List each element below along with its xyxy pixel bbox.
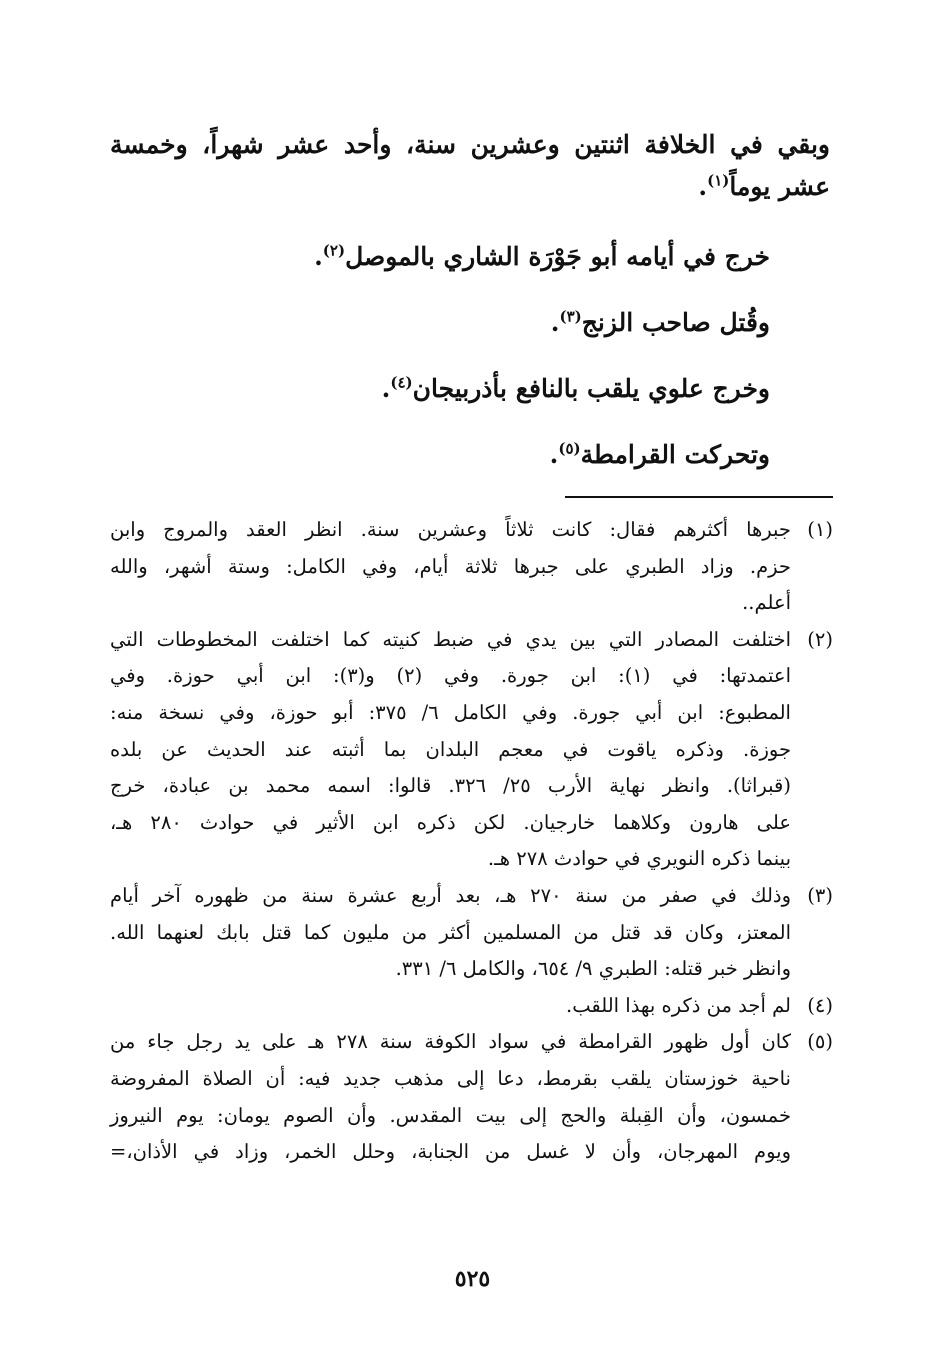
footnotes [110,512,833,1171]
main-item-1-text: خرج في أيامه أبو جَوْرَة الشاري بالموصل [345,242,770,271]
footnote-line: اعتمدتها: في (١): ابن جورة. وفي (٢) و(٣): ابن أبي حوزة. وفي [110,664,791,688]
main-item-3-text: وخرج علوي يلقب بالنافع بأذربيجان [412,374,770,403]
main-text-line-2-end: . [698,172,708,201]
footnote-ref-1: (١) [707,171,730,190]
main-item-1-end: . [314,242,323,271]
page-number: ٥٢٥ [454,1266,491,1292]
main-item-2 [551,308,770,337]
footnote-line: وانظر خبر قتله: الطبري ٩/ ٦٥٤، والكامل ٦/ ٣٣١. [395,957,791,981]
footnote-3 [110,878,833,988]
main-item-3 [382,374,770,403]
main-text-line-2-text: عشر يوماً [729,172,830,201]
footnote-line: حزم. وزاد الطبري على جبرها ثلاثة أيام، وفي الكامل: وستة أشهر، والله [110,554,791,578]
footnote-line: أعلم.. [742,591,791,615]
main-item-4-end: . [549,440,559,469]
footnote-ref-2: (٢) [322,241,346,260]
footnote-line: اختلفت المصادر التي بين يدي في ضبط كنيته كما اختلفت المخطوطات التي [110,627,791,651]
footnote-number: (٥) [807,1030,833,1054]
footnote-4 [110,988,833,1025]
footnote-line: كان أول ظهور القرامطة في سواد الكوفة سنة ٢٧٨ هـ على يد رجل جاء من [110,1030,791,1054]
main-item-4-text: وتحركت القرامطة [580,440,770,469]
footnote-line: خمسون، وأن القِبلة والحج إلى بيت المقدس. وأن الصوم يومان: يوم النيروز [110,1103,791,1127]
footnote-number: (٤) [807,993,833,1017]
footnote-number: (٢) [807,627,833,651]
footnote-1 [110,512,833,622]
footnote-line: بينما ذكره النويري في حوادث ٢٧٨ هـ. [487,847,791,871]
main-item-2-end: . [550,308,560,337]
footnote-line: جوزة. وذكره ياقوت في معجم البلدان بما أثبته عند الحديث عن بلده [110,737,791,761]
footnote-ref-5: (٥) [558,439,581,458]
main-item-1 [314,242,770,271]
footnote-line: وذلك في صفر من سنة ٢٧٠ هـ، بعد أربع عشرة سنة من ظهوره آخر أيام [110,883,791,907]
footnote-5 [110,1024,833,1170]
footnote-line: المطبوع: ابن أبي جورة. وفي الكامل ٦/ ٣٧٥: أبو حوزة، وفي نسخة منه: [110,700,791,724]
footnote-ref-3: (٣) [559,307,582,326]
footnote-line: المعتز، وكان قد قتل من المسلمين أكثر من مليون كما قتل بابك لعنهما الله. [110,920,791,944]
footnote-number: (٣) [807,883,833,907]
footnote-line: (قبراثا). وانظر نهاية الأرب ٢٥/ ٣٢٦. قالوا: اسمه محمد بن عبادة، خرج [110,774,791,798]
footnote-line: جبرها أكثرهم فقال: كانت ثلاثاً وعشرين سنة. انظر العقد والمروج وابن [110,518,791,541]
footnote-2 [110,622,833,878]
footnote-line: ويوم المهرجان، وأن لا غسل من الجنابة، وحلل الخمر، وزاد في الأذان،= [110,1140,791,1164]
footnote-line: ناحية خوزستان يلقب بقرمط، دعا إلى مذهب جديد فيه: أن الصلاة المفروضة [110,1066,791,1090]
footnote-line: على هارون وكلاهما خارجيان. لكن ذكره ابن الأثير في حوادث ٢٨٠ هـ، [110,810,791,834]
footnote-separator [565,496,833,498]
main-item-2-text: وقُتل صاحب الزنج [581,308,770,337]
footnote-number: (١) [807,518,833,541]
main-item-4 [550,440,770,469]
main-text-line-1: وبقي في الخلافة اثنتين وعشرين سنة، وأحد عشر شهراً، وخمسة [110,130,830,159]
footnote-ref-4: (٤) [390,373,413,392]
footnote-line: لم أجد من ذكره بهذا اللقب. [566,993,791,1017]
main-text-line-2 [110,172,830,201]
main-item-3-end: . [381,374,391,403]
